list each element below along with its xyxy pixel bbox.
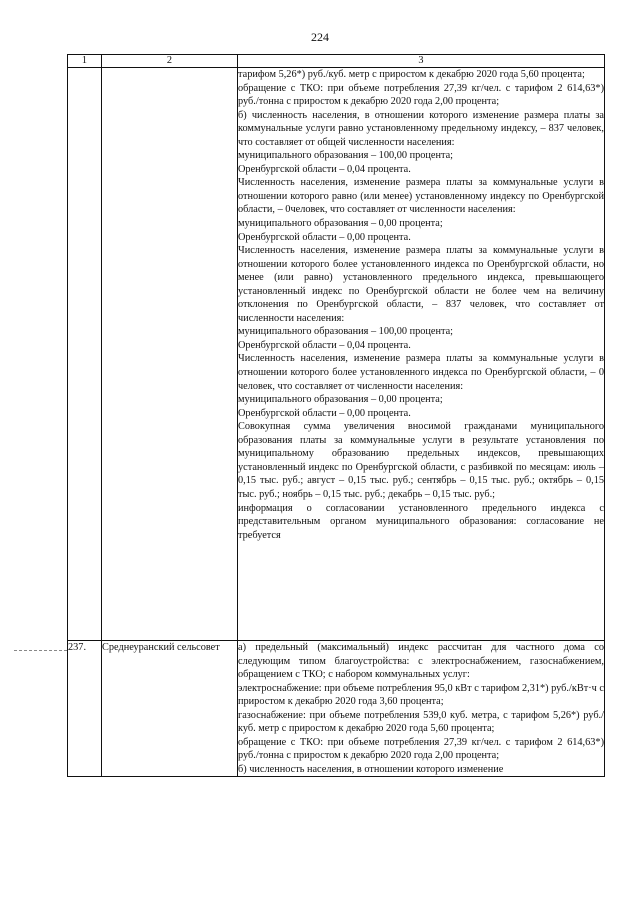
text-line: муниципального образования – 0,00 процента; xyxy=(238,218,443,230)
row-text-cell xyxy=(238,641,605,777)
row-number-cell xyxy=(68,68,102,641)
text-line: Численность населения, изменение размера платы за коммунальные услуги в отношении которого равно (или менее) установленному индексу по Оренбургской области, – 0человек, что составляет от численности населения: xyxy=(238,177,604,216)
text-line: б) численность населения, в отношении которого изменение xyxy=(238,763,504,775)
text-line: муниципального образования – 0,00 процента; xyxy=(238,394,443,406)
document-table xyxy=(67,54,605,777)
text-line: обращение с ТКО: при объеме потребления 27,39 кг/чел. с тарифом 2 614,63*) руб./тонна с приростом к декабрю 2020 года 2,00 процента; xyxy=(238,736,604,762)
cut-line-left xyxy=(14,650,67,651)
text-line: газоснабжение: при объеме потребления 539,0 куб. метра, с тарифом 5,26*) руб./куб. метр с приростом к декабрю 2020 года 5,60 процента; xyxy=(238,709,604,735)
table-row xyxy=(68,68,605,641)
text-line: Оренбургской области – 0,04 процента. xyxy=(238,339,411,351)
row-text-cell xyxy=(238,68,605,641)
text-line: б) численность населения, в отношении которого изменение размера платы за коммунальные услуги равно установленному предельному индексу, – 837 человек, что составляет от общей численности населения: xyxy=(238,109,604,148)
text-line: обращение с ТКО: при объеме потребления 27,39 кг/чел. с тарифом 2 614,63*) руб./тонна с приростом к декабрю 2020 года 2,00 процента; xyxy=(238,82,604,108)
text-line: Оренбургской области – 0,00 процента. xyxy=(238,407,411,419)
text-line: тарифом 5,26*) руб./куб. метр с приростом к декабрю 2020 года 5,60 процента; xyxy=(238,69,585,80)
header-col-3: 3 xyxy=(238,55,605,68)
table-header-row xyxy=(68,55,605,68)
row-name-cell: Среднеуранский сельсовет xyxy=(102,641,238,777)
text-line: Оренбургской области – 0,04 процента. xyxy=(238,163,411,175)
page-number: 224 xyxy=(311,30,329,44)
text-line: Численность населения, изменение размера платы за коммунальные услуги в отношении которого более установленного индекса по Оренбургской области, но менее (или равно) установленного предельного индекса, превышающего установленный индекс по Оренбургской области не более чем на величину отклонения по Оренбургской области, – 837 человек, что составляет от численности населения: xyxy=(238,245,604,324)
text-line: информация о согласовании установленного предельного индекса с представительным органом муниципального образования: согласование не требуется xyxy=(238,502,604,541)
text-line: Численность населения, изменение размера платы за коммунальные услуги в отношении которого более установленного индекса по Оренбургской области, – 0 человек, что составляет от численности населения: xyxy=(238,353,604,392)
text-line: муниципального образования – 100,00 процента; xyxy=(238,326,454,338)
table-row xyxy=(68,641,605,777)
text-line: муниципального образования – 100,00 процента; xyxy=(238,150,454,162)
text-line: а) предельный (максимальный) индекс рассчитан для частного дома со следующим типом благоустройства: с электроснабжением, газоснабжением, обращением с ТКО; с набором коммунальных услуг: xyxy=(238,642,604,681)
header-col-1: 1 xyxy=(68,55,102,68)
text-line: Оренбургской области – 0,00 процента. xyxy=(238,231,411,243)
row-number-cell: 237. xyxy=(68,641,102,777)
header-col-2: 2 xyxy=(102,55,238,68)
text-line: Совокупная сумма увеличения вносимой гражданами муниципального образования платы за коммунальные услуги в результате установления по муниципальному образованию предельных индексов, превышающих установленный индекс по Оренбургской области, с разбивкой по месяцам: июль – 0,15 тыс. руб.; август – 0,15 тыс. руб.; сентябрь – 0,15 тыс. руб.; октябрь – 0,15 тыс. руб.; ноябрь – 0,15 тыс. руб.; декабрь – 0,15 тыс. руб.; xyxy=(238,421,604,500)
text-line: электроснабжение: при объеме потребления 95,0 кВт с тарифом 2,31*) руб./кВт·ч с приростом к декабрю 2020 года 3,60 процента; xyxy=(238,682,604,708)
row-name-cell xyxy=(102,68,238,641)
